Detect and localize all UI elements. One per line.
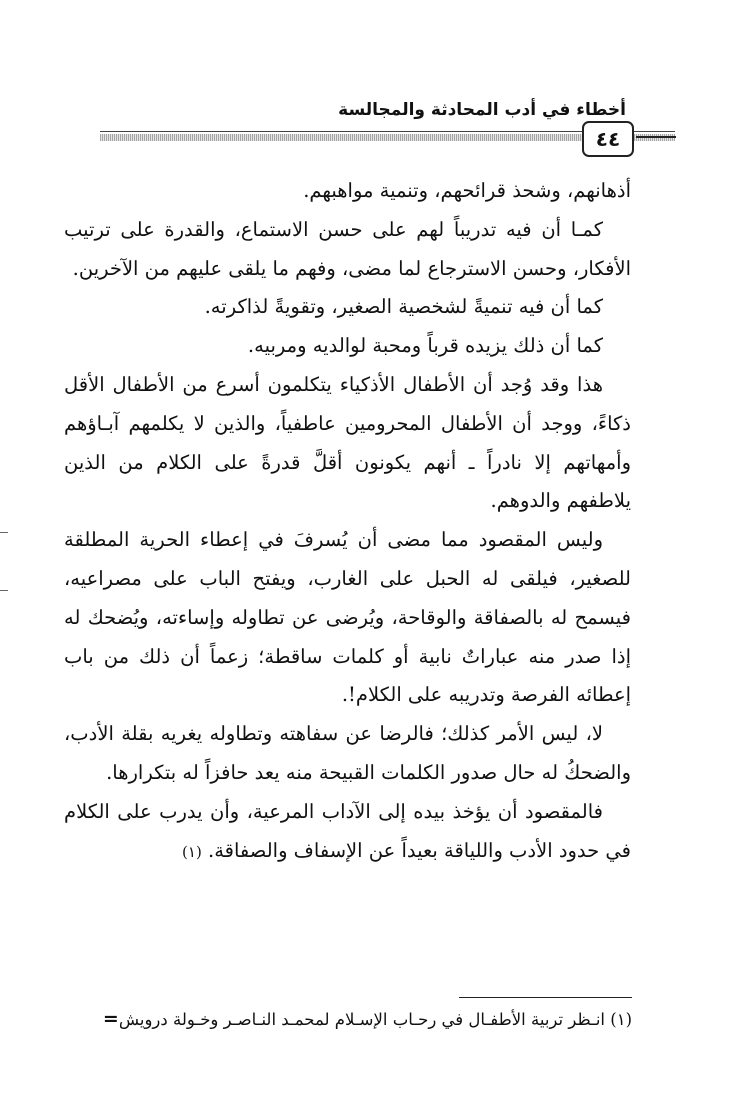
margin-mark xyxy=(0,532,8,533)
margin-mark xyxy=(0,590,8,591)
page-number: ٤٤ xyxy=(582,121,634,157)
footnote-continuation-mark: = xyxy=(102,1008,119,1030)
footnote-text: انـظر تربية الأطفـال في رحـاب الإسـلام لمحمـد النـاصـر وخـولة درويش xyxy=(118,1010,605,1029)
paragraph-3: كما أن فيه تنميةً لشخصية الصغير، وتقويةً لذاكرته. xyxy=(204,295,603,319)
paragraph-5: هذا وقد وُجد أن الأطفال الأذكياء يتكلمون أسرع من الأطفال الأقل ذكاءً، ووجد أن الأطفال المحرومين عاطفياً، والذين لا يكلمهم آبـاؤهم وأمهاتهم إلا نادراً ـ أنهم يكونون أقلَّ قدرةً على الكلام من الذين يلاطفهم والدوهم. xyxy=(64,372,632,513)
running-title: أخطاء في أدب المحادثة والمجالسة xyxy=(338,100,626,120)
paragraph-8 xyxy=(64,793,631,872)
footnote-reference: (١) xyxy=(182,842,202,861)
footnote-rule xyxy=(459,997,632,998)
paragraph-6: وليس المقصود مما مضى أن يُسرفَ في إعطاء الحرية المطلقة للصغير، فيلقى له الحبل على الغارب، ويفتح الباب على مصراعيه، فيسمح له بالصفاقة والوقاحة، ويُرضى عن تطاوله وإساءته، ويُضحك له إذا صدر منه عباراتٌ نابية أو كلمات ساقطة؛ زعماً أن ذلك من باب إعطائه الفرصة وتدريبه على الكلام!. xyxy=(64,528,631,707)
footnote-number: (١) xyxy=(610,1010,632,1029)
paragraph-4: كما أن ذلك يزيده قرباً ومحبة لوالديه ومربيه. xyxy=(247,334,603,358)
paragraph-7: لا، ليس الأمر كذلك؛ فالرضا عن سفاهته وتطاوله يغريه بقلة الأدب، والضحكُ له حال صدور الكلمات القبيحة منه يعد حافزاً له بتكرارها. xyxy=(64,722,631,784)
paragraph-8-text: فالمقصود أن يؤخذ بيده إلى الآداب المرعية، وأن يدرب على الكلام في حدود الأدب واللياقة بعيداً عن الإسفاف والصفاقة. xyxy=(64,799,631,862)
footnote xyxy=(52,1008,632,1030)
paragraph-1: أذهانهم، وشحذ قرائحهم، وتنمية مواهبهم. xyxy=(303,179,631,202)
header-dash xyxy=(636,136,676,138)
body-text xyxy=(64,172,631,871)
paragraph-2: كمـا أن فيه تدريباً لهم على حسن الاستماع، والقدرة على ترتيب الأفكار، وحسن الاسترجاع لما مضى، وفهم ما يلقى عليهم من الآخرين. xyxy=(64,217,631,280)
